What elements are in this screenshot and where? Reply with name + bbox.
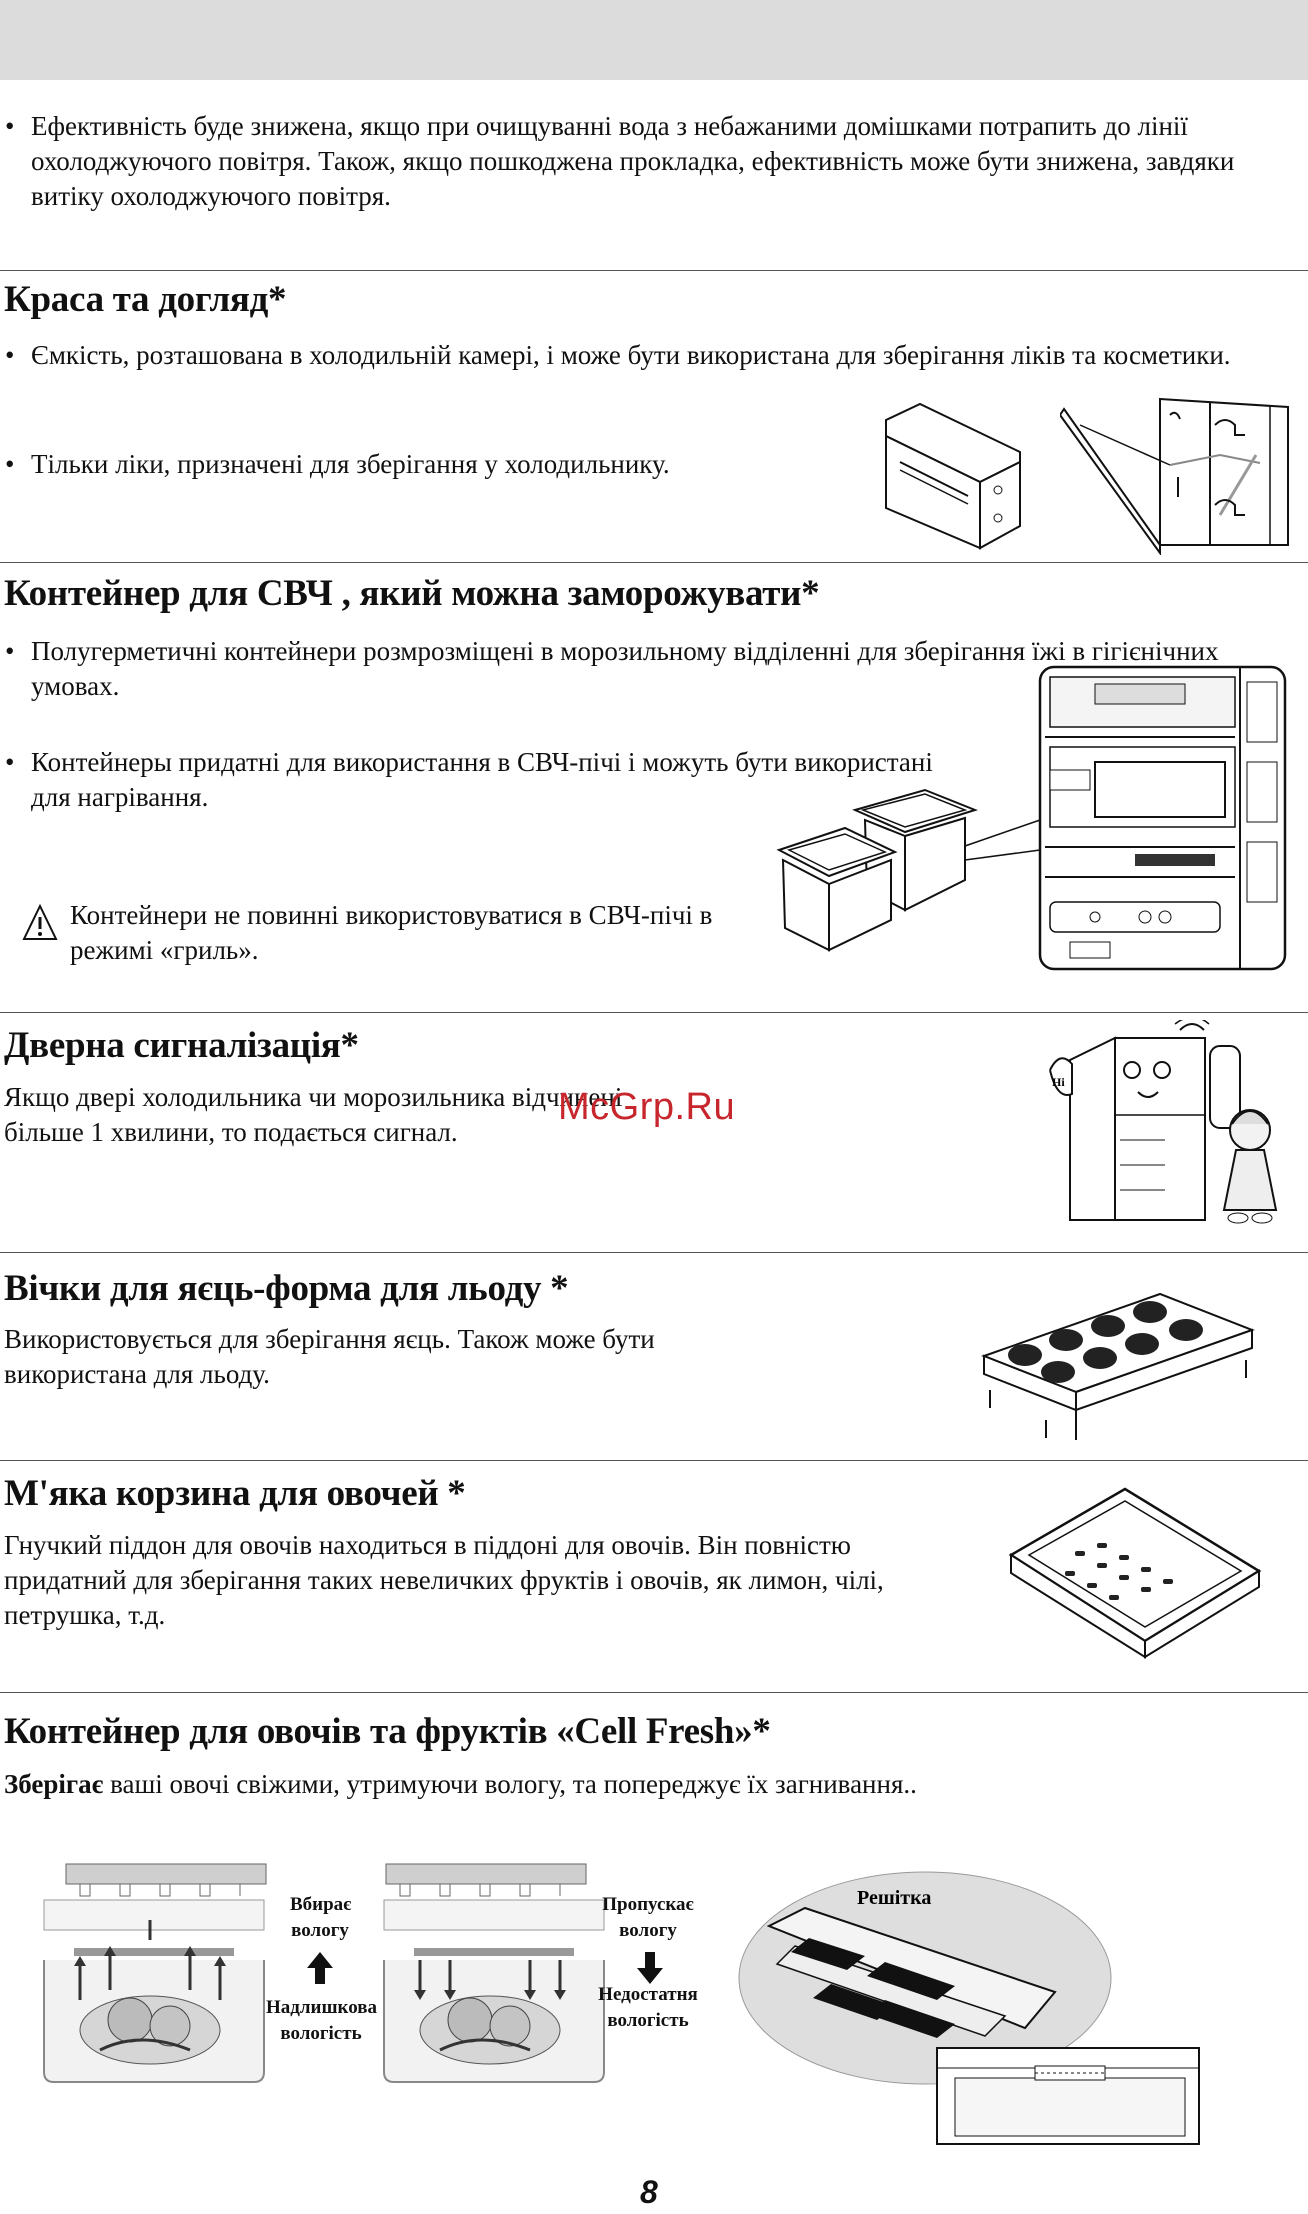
cellfresh-grid-label: Решітка	[857, 1887, 932, 1909]
beauty-title: Краса та догляд*	[4, 279, 287, 320]
microwave-bullet-2: • Контейнеры придатні для використання в СВЧ-пічі і можуть бути використані для нагрівання.	[5, 747, 933, 812]
beauty-bullet-2: • Тільки ліки, призначені для зберігання у холодильнику.	[5, 449, 670, 479]
warning-icon	[22, 903, 58, 943]
arrow-up-icon	[305, 1950, 335, 1986]
cellfresh-title: Контейнер для овочів та фруктів «Cell Fresh»*	[4, 1711, 771, 1752]
door-alarm-balloon: Hi	[1052, 1075, 1065, 1089]
basket-title: М'яка корзина для овочей *	[4, 1473, 466, 1514]
door-alarm-text: Якщо двері холодильника чи морозильника відчинені більше 1 хвилини, то подається сигнал.	[4, 1082, 623, 1147]
divider	[0, 1460, 1308, 1461]
arrow-down-icon	[635, 1950, 665, 1986]
cellfresh-grid-diagram	[735, 1868, 1210, 2148]
cellfresh-absorb-label: Вбирає вологу	[290, 1894, 352, 1941]
divider	[0, 1692, 1308, 1693]
header-bar	[0, 0, 1308, 80]
cellfresh-lack-label: Недостатня вологість	[598, 1984, 698, 2031]
microwave-container-illustration	[775, 780, 1045, 960]
egg-text: Використовується для зберігання яєць. Також може бути використана для льоду.	[4, 1324, 655, 1389]
cellfresh-pass-diagram	[380, 1860, 610, 2090]
page-number: 8	[640, 2174, 658, 2210]
freezer-compartment-illustration	[1035, 662, 1290, 974]
egg-title: Вічки для яєць-форма для льоду *	[4, 1268, 569, 1309]
cellfresh-text: Зберігає ваші овочі свіжими, утримуючи вологу, та попереджує їх загнивання..	[4, 1769, 917, 1799]
watermark: McGrp.Ru	[558, 1086, 736, 1128]
vegetable-basket-illustration	[1005, 1485, 1265, 1660]
microwave-title: Контейнер для СВЧ , який можна заморожувати*	[4, 573, 820, 614]
door-shelf-illustration	[1060, 395, 1290, 555]
intro-bullet: • Ефективність буде знижена, якщо при очищуванні вода з небажаними домішками потрапить до лінії охолоджуючого повітря. Також, якщо пошкоджена прокладка, ефективність може бути знижена, завдяки витіку охолоджуючого повітря.	[5, 111, 1235, 211]
cellfresh-excess-label: Надлишкова вологість	[266, 1997, 378, 2044]
bullet-dot: •	[5, 111, 15, 141]
beauty-bullet-1: • Ємкість, розташована в холодильній камері, і може бути використана для зберігання ліків та косметики.	[5, 340, 1231, 370]
divider	[0, 270, 1308, 271]
divider	[0, 1252, 1308, 1253]
door-alarm-illustration	[1040, 1020, 1290, 1230]
cellfresh-absorb-diagram	[40, 1860, 270, 2090]
microwave-warning: Контейнери не повинні використовуватися в СВЧ-пічі в режимі «гриль».	[70, 900, 713, 965]
cellfresh-pass-label: Пропускає вологу	[602, 1894, 694, 1941]
beauty-box-illustration	[880, 400, 1030, 550]
divider	[0, 1012, 1308, 1013]
egg-tray-illustration	[980, 1290, 1260, 1445]
divider	[0, 562, 1308, 563]
door-alarm-title: Дверна сигналізація*	[4, 1025, 359, 1066]
basket-text: Гнучкий піддон для овочів находиться в піддоні для овочів. Він повністю придатний для зберігання таких невеличких фруктів і овочів, як лимон, чілі, петрушка, т.д.	[4, 1530, 884, 1630]
microwave-bullet-1: • Полугерметичні контейнери розмрозміщені в морозильному відділенні для зберігання їжі в гігієнічних умовах.	[5, 636, 1219, 701]
